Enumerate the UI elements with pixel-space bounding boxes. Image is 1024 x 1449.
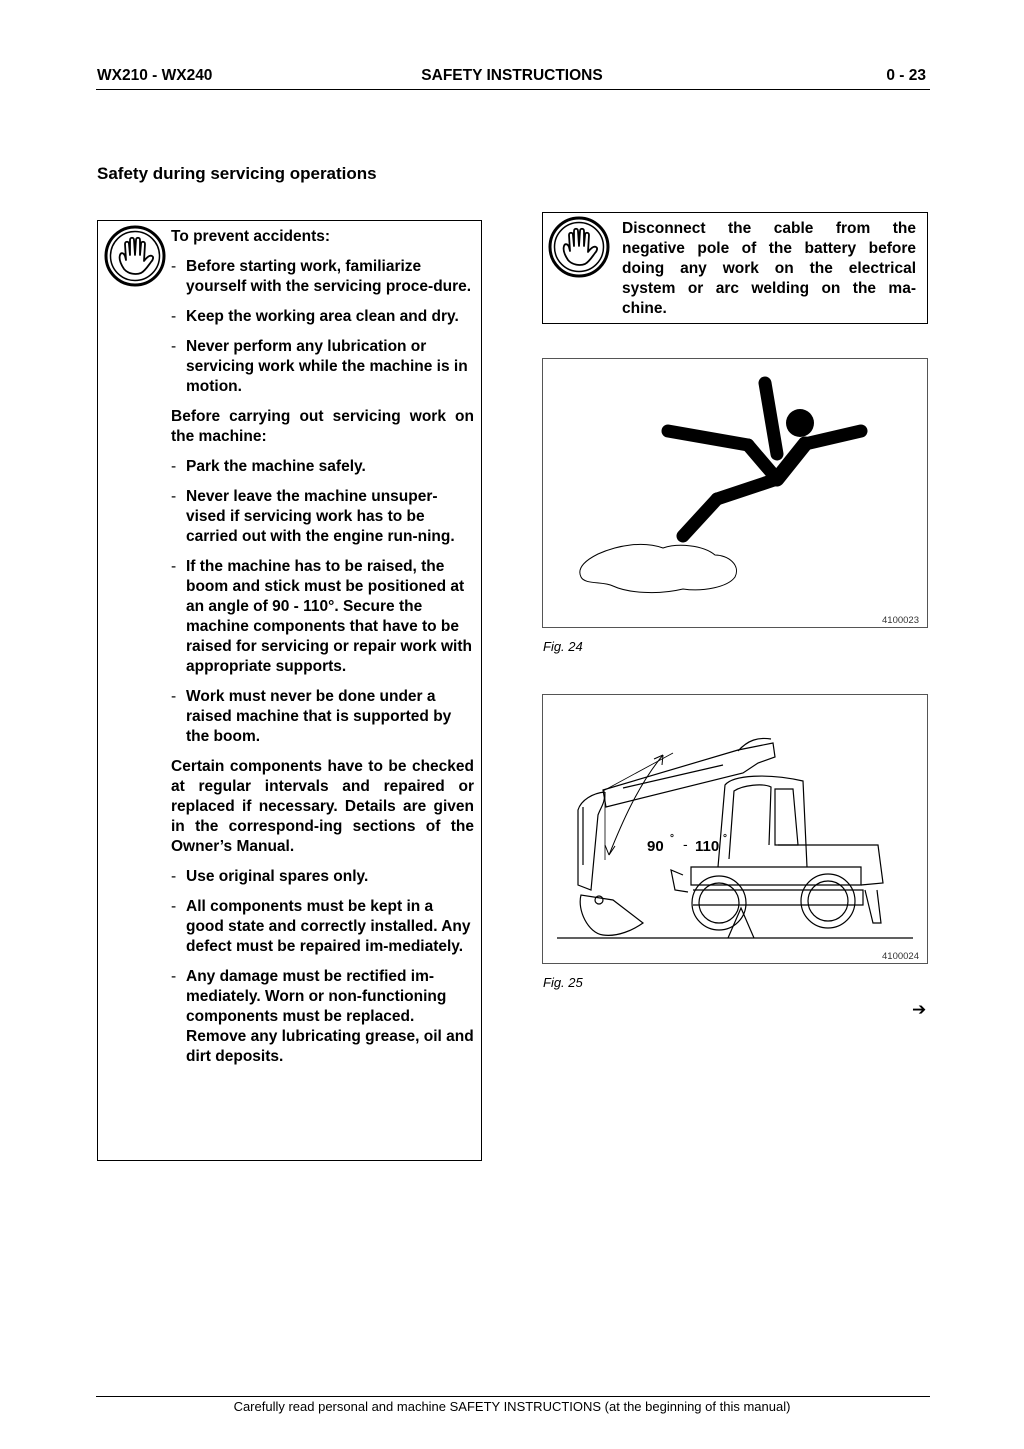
list-item: - If the machine has to be raised, the boom and stick must be positioned at an angle of 90 - 110°. Secure the machine components that have to be raised for servicing or repair work with appropriate supports. [171,558,472,675]
intro-text: To prevent accidents: [171,228,331,245]
footer-note: Carefully read personal and machine SAFETY INSTRUCTIONS (at the beginning of this manual) [233,1399,791,1414]
paragraph-before-servicing: Before carrying out servicing work on the machine: [171,408,474,445]
svg-text:°: ° [670,833,674,844]
header-rule [96,89,930,90]
list-item: - Never leave the machine unsuper-vised if servicing work has to be carried out with the engine run-ning. [171,488,455,545]
list-item: - All components must be kept in a good state and correctly installed. Any defect must be repaired im-mediately. [171,898,471,955]
slipping-person-illustration [543,359,927,627]
svg-text:°: ° [723,833,727,844]
paragraph-components: Certain components have to be checked at regular intervals and repaired or replaced if necessary. Details are given in the correspond-ing sections of the Owner’s Manual. [171,758,474,855]
stop-hand-warning-icon [104,225,166,287]
left-box-text [171,227,474,1077]
section-title: Safety during servicing operations [97,164,377,183]
angle-label-110: 110 [695,838,720,855]
angle-separator: - [683,836,688,852]
list-item: - Before starting work, familiarize yourself with the servicing proce-dure. [171,258,472,295]
list-item: - Never perform any lubrication or servicing work while the machine is in motion. [171,338,468,395]
list-item: - Use original spares only. [171,868,369,885]
header-page-number: 0 - 23 [886,67,926,84]
battery-warning-text: Disconnect the cable from the negative pole of the battery before doing any work on the electrical system or arc welding on the ma- chine. [622,220,916,317]
excavator-illustration [543,695,927,963]
list-item: - Keep the working area clean and dry. [171,308,459,325]
figure-25-number: 4100024 [882,951,919,962]
angle-label-90: 90 [647,838,664,855]
figure-25-caption: Fig. 25 [543,975,583,990]
list-item: - Park the machine safely. [171,458,366,475]
list-item: - Any damage must be rectified im-mediately. Worn or non-functioning components must be replaced. Remove any lubricating grease, oil and dirt deposits. [171,968,474,1065]
list-item: - Work must never be done under a raised machine that is supported by the boom. [171,688,452,745]
continue-arrow-icon: ➔ [912,1000,927,1020]
figure-24-caption: Fig. 24 [543,639,583,654]
stop-hand-warning-icon [548,216,610,278]
figure-24-number: 4100023 [882,615,919,626]
header-doc-model: WX210 - WX240 [97,67,213,84]
header-chapter-title: SAFETY INSTRUCTIONS [421,67,603,84]
footer-rule [96,1396,930,1397]
